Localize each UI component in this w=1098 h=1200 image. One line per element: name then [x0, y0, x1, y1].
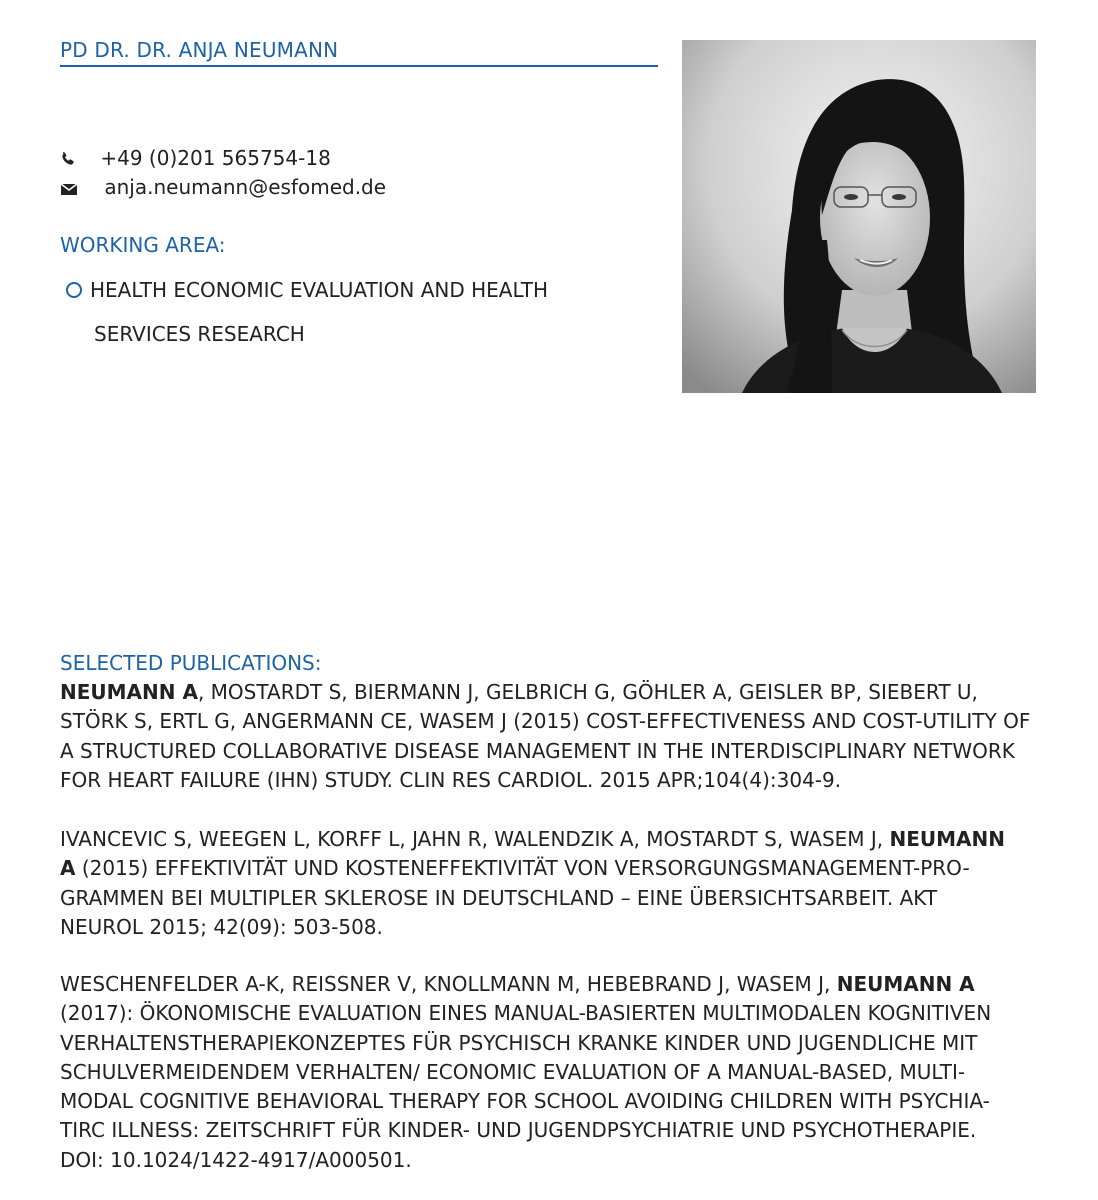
publication-text: SCHULVERMEIDENDEM VERHALTEN/ ECONOMIC EVALUATION OF A MANUAL-BASED, MULTI- [60, 1059, 966, 1084]
publication-text: A STRUCTURED COLLABORATIVE DISEASE MANAGEMENT IN THE INTERDISCIPLINARY NETWORK [60, 738, 1015, 763]
person-name: PD DR. DR. ANJA NEUMANN [60, 37, 658, 67]
portrait-photo [682, 40, 1036, 393]
working-area-line-2: SERVICES RESEARCH [94, 322, 305, 346]
publication-item [60, 970, 1040, 1175]
phone-row [60, 145, 331, 173]
publication-text: TIRC ILLNESS: ZEITSCHRIFT FÜR KINDER- UND JUGENDPSYCHIATRIE UND PSYCHOTHERAPIE. [60, 1118, 977, 1143]
author-highlight: NEUMANN [889, 827, 1006, 851]
author-highlight: NEUMANN A [836, 972, 975, 996]
email-address[interactable]: anja.neumann@esfomed.de [104, 175, 387, 199]
publication-text: NEUROL 2015; 42(09): 503-508. [60, 914, 383, 939]
publication-text: WESCHENFELDER A-K, REISSNER V, KNOLLMANN M, HEBEBRAND J, WASEM J, [60, 972, 837, 996]
publication-text: FOR HEART FAILURE (IHN) STUDY. CLIN RES CARDIOL. 2015 APR;104(4):304-9. [60, 767, 842, 792]
working-area-heading: WORKING AREA: [60, 233, 226, 257]
publication-item [60, 825, 1040, 942]
publication-text: STÖRK S, ERTL G, ANGERMANN CE, WASEM J (2015) COST-EFFECTIVENESS AND COST-UTILITY OF [60, 709, 1031, 734]
publication-text: (2017): ÖKONOMISCHE EVALUATION EINES MANUAL-BASIERTEN MULTIMODALEN KOGNITIVEN [60, 1001, 992, 1026]
email-row [60, 174, 386, 202]
publication-text: DOI: 10.1024/1422-4917/A000501. [60, 1147, 412, 1172]
publication-text: (2015) EFFEKTIVITÄT UND KOSTENEFFEKTIVITÄT VON VERSORGUNGSMANAGEMENT-PRO- [75, 856, 970, 881]
publication-text: VERHALTENSTHERAPIEKONZEPTES FÜR PSYCHISCH KRANKE KINDER UND JUGENDLICHE MIT [60, 1030, 978, 1055]
publications-heading: SELECTED PUBLICATIONS: [60, 651, 322, 675]
author-highlight: A [60, 856, 76, 881]
working-area-line-1: HEALTH ECONOMIC EVALUATION AND HEALTH [90, 278, 549, 302]
publication-item [60, 678, 1040, 795]
publication-text: MODAL COGNITIVE BEHAVIORAL THERAPY FOR SCHOOL AVOIDING CHILDREN WITH PSYCHIA- [60, 1089, 990, 1114]
phone-icon [60, 147, 80, 173]
publication-text: , MOSTARDT S, BIERMANN J, GELBRICH G, GÖHLER A, GEISLER BP, SIEBERT U, [197, 680, 978, 704]
publication-text: GRAMMEN BEI MULTIPLER SKLEROSE IN DEUTSCHLAND – EINE ÜBERSICHTSARBEIT. AKT [60, 885, 938, 910]
author-highlight: NEUMANN A [60, 680, 198, 704]
publication-text: IVANCEVIC S, WEEGEN L, KORFF L, JAHN R, WALENDZIK A, MOSTARDT S, WASEM J, [60, 827, 890, 851]
phone-number[interactable]: +49 (0)201 565754-18 [100, 146, 331, 170]
circle-bullet-icon [66, 282, 82, 298]
envelope-icon [60, 176, 80, 202]
